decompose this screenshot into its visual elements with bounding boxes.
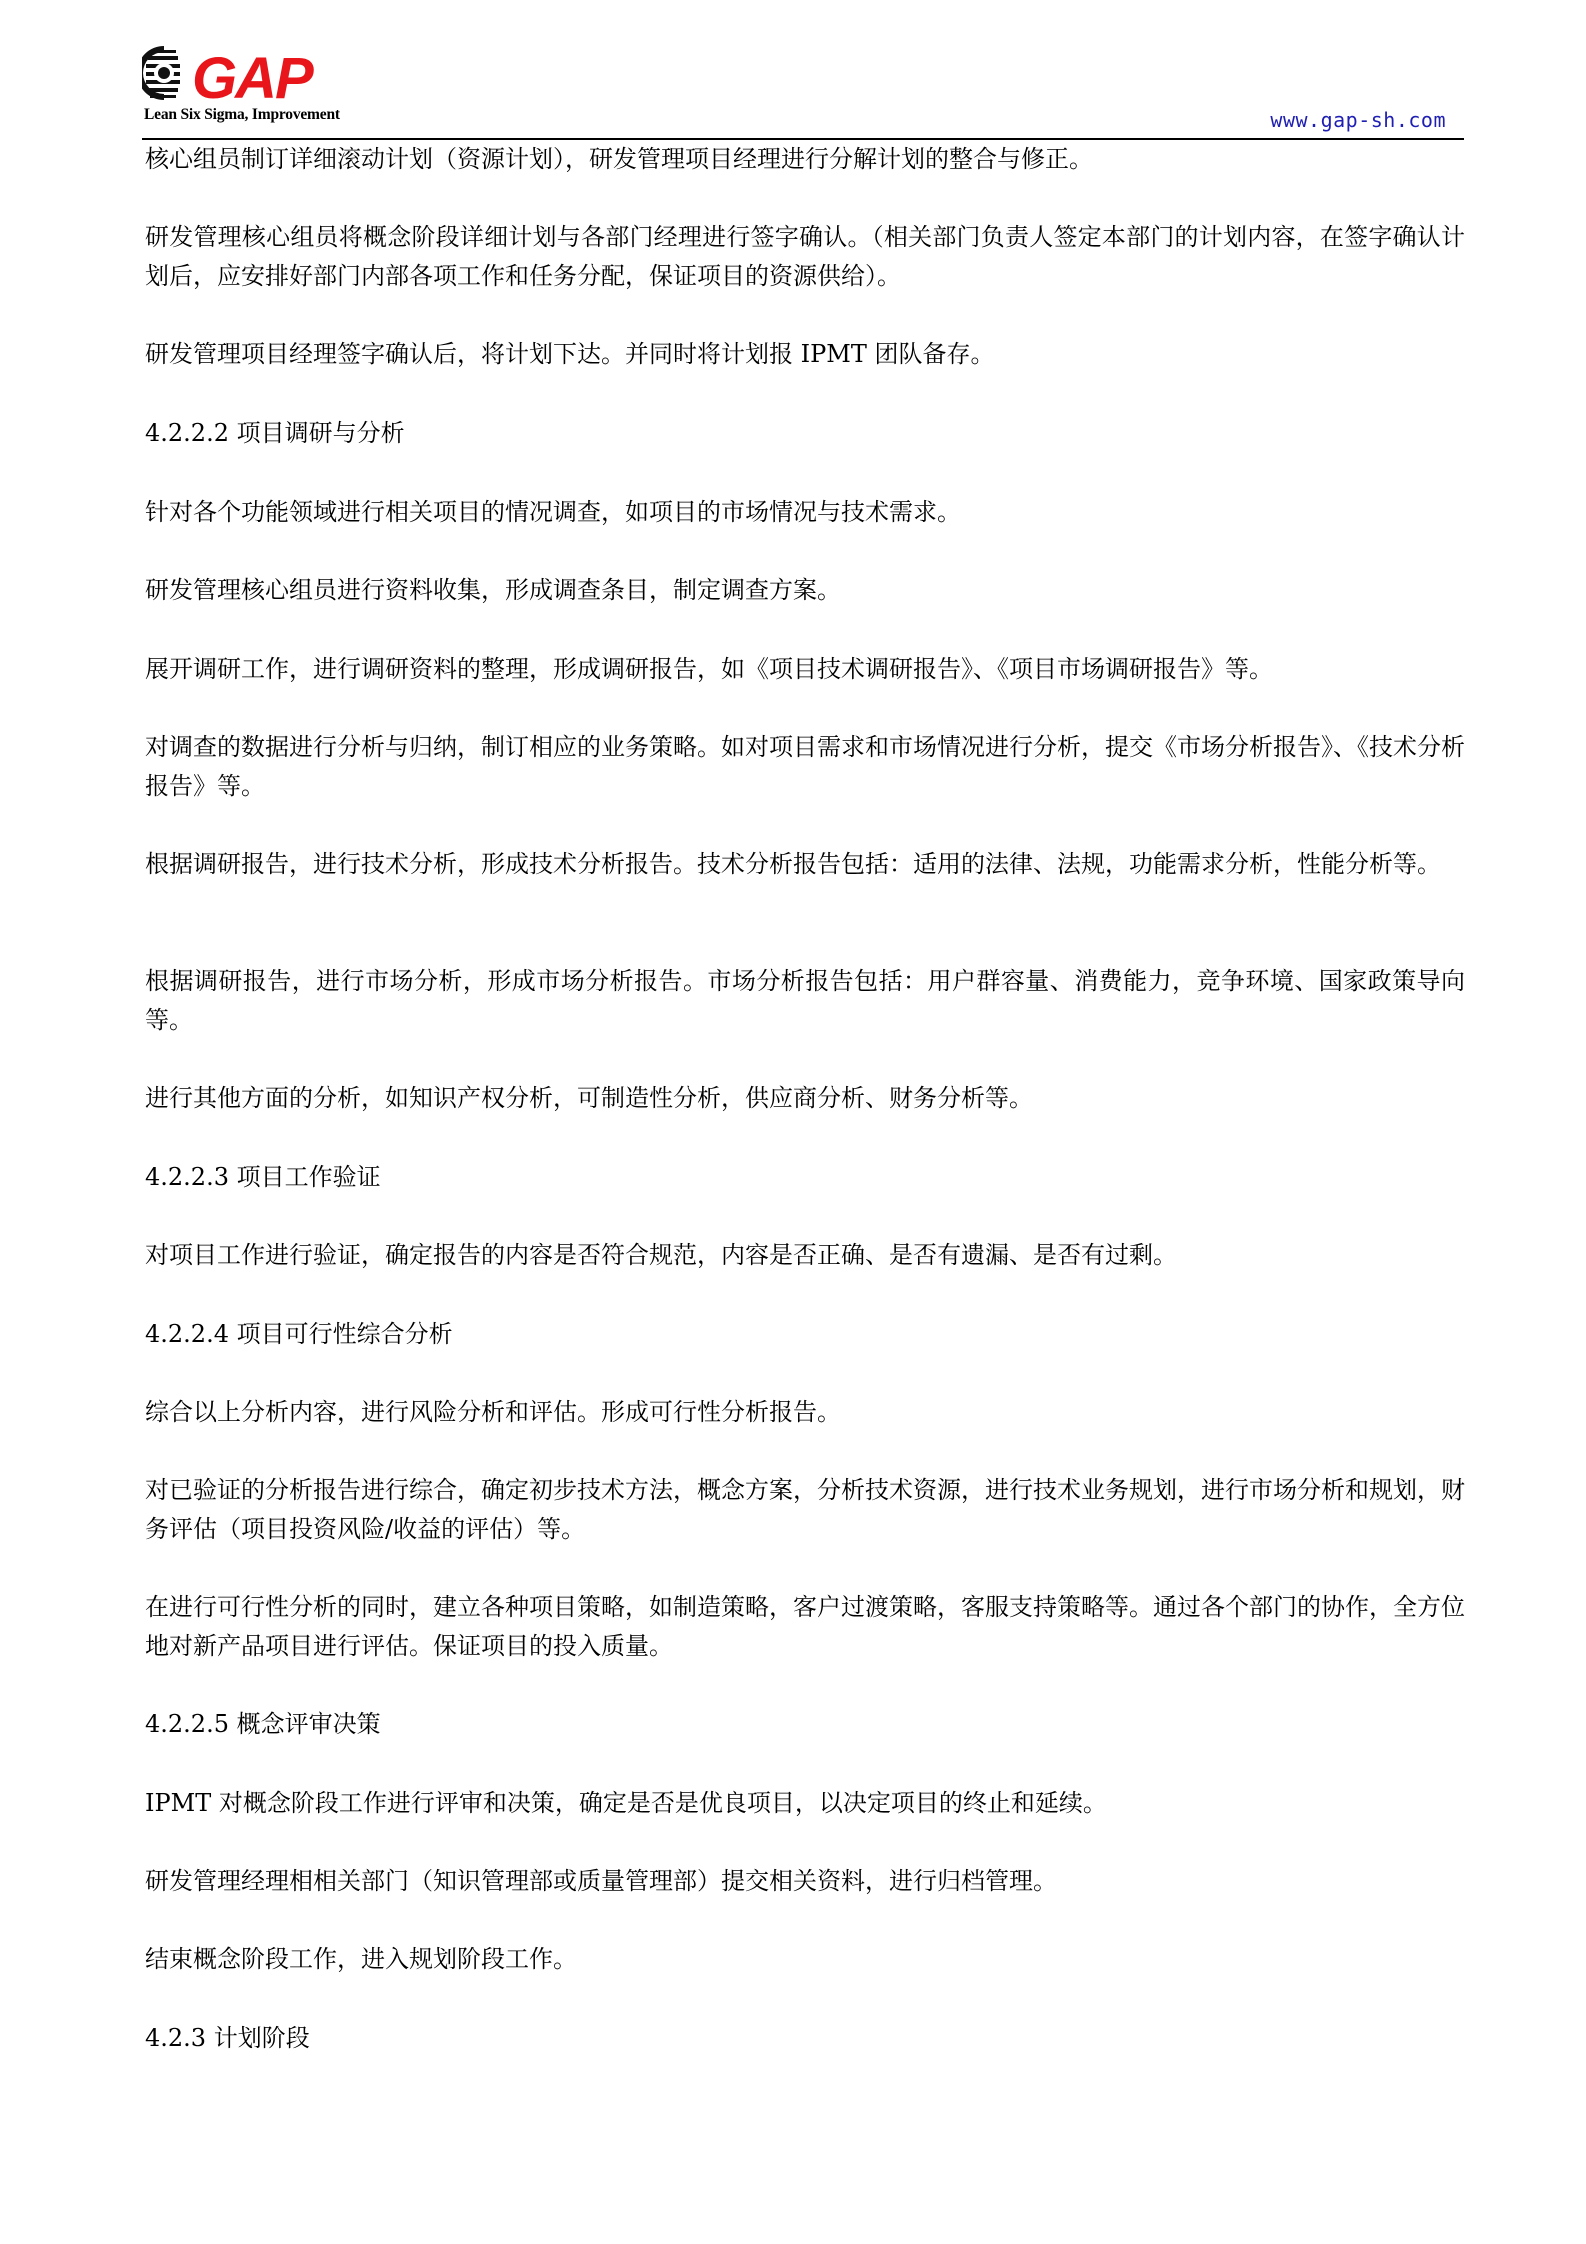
body-paragraph: 综合以上分析内容，进行风险分析和评估。形成可行性分析报告。 — [145, 1398, 841, 1426]
section-heading: 4.2.2.2 项目调研与分析 — [145, 419, 405, 447]
body-paragraph: 研发管理核心组员将概念阶段详细计划与各部门经理进行签字确认。（相关部门负责人签定本部门的计划内容，在签字确认计划后，应安排好部门内部各项工作和任务分配，保证项目的资源供给）。 — [145, 223, 1465, 290]
body-paragraph: 结束概念阶段工作，进入规划阶段工作。 — [145, 1945, 577, 1973]
body-paragraph: 核心组员制订详细滚动计划（资源计划），研发管理项目经理进行分解计划的整合与修正。 — [145, 145, 1093, 173]
body-paragraph: 研发管理经理相相关部门（知识管理部或质量管理部）提交相关资料，进行归档管理。 — [145, 1867, 1057, 1895]
section-heading: 4.2.3 计划阶段 — [145, 2024, 310, 2052]
body-paragraph: 针对各个功能领域进行相关项目的情况调查，如项目的市场情况与技术需求。 — [145, 498, 961, 526]
body-paragraph: 进行其他方面的分析，如知识产权分析，可制造性分析，供应商分析、财务分析等。 — [145, 1084, 1033, 1112]
body-paragraph: 根据调研报告，进行市场分析，形成市场分析报告。市场分析报告包括：用户群容量、消费能力，竞争环境、国家政策导向等。 — [145, 967, 1465, 1034]
body-paragraph: 对已验证的分析报告进行综合，确定初步技术方法，概念方案，分析技术资源，进行技术业务规划，进行市场分析和规划，财务评估（项目投资风险/收益的评估）等。 — [145, 1476, 1465, 1543]
section-heading: 4.2.2.5 概念评审决策 — [145, 1710, 381, 1738]
page-header — [142, 38, 1464, 140]
body-paragraph: IPMT 对概念阶段工作进行评审和决策，确定是否是优良项目，以决定项目的终止和延续。 — [145, 1789, 1107, 1817]
body-paragraph: 展开调研工作，进行调研资料的整理，形成调研报告，如《项目技术调研报告》、《项目市场调研报告》等。 — [145, 655, 1273, 683]
globe-icon — [142, 46, 180, 100]
section-heading: 4.2.2.4 项目可行性综合分析 — [145, 1320, 453, 1348]
gap-logo — [142, 38, 372, 134]
gap-logo-mark — [142, 38, 372, 108]
logo-letters: GAP — [192, 46, 312, 108]
header-url-link[interactable]: www.gap-sh.com — [1270, 108, 1446, 132]
section-heading: 4.2.2.3 项目工作验证 — [145, 1163, 381, 1191]
body-paragraph: 研发管理项目经理签字确认后，将计划下达。并同时将计划报 IPMT 团队备存。 — [145, 340, 995, 368]
body-paragraph: 对调查的数据进行分析与归纳，制订相应的业务策略。如对项目需求和市场情况进行分析，提交《市场分析报告》、《技术分析报告》等。 — [145, 733, 1465, 800]
body-paragraph: 对项目工作进行验证，确定报告的内容是否符合规范，内容是否正确、是否有遗漏、是否有过剩。 — [145, 1241, 1177, 1269]
body-paragraph: 在进行可行性分析的同时，建立各种项目策略，如制造策略，客户过渡策略，客服支持策略等。通过各个部门的协作，全方位地对新产品项目进行评估。保证项目的投入质量。 — [145, 1593, 1465, 1660]
logo-tagline: Lean Six Sigma, Improvement — [144, 106, 340, 123]
body-paragraph: 研发管理核心组员进行资料收集，形成调查条目，制定调查方案。 — [145, 576, 841, 604]
body-paragraph: 根据调研报告，进行技术分析，形成技术分析报告。技术分析报告包括：适用的法律、法规，功能需求分析，性能分析等。 — [145, 850, 1441, 878]
